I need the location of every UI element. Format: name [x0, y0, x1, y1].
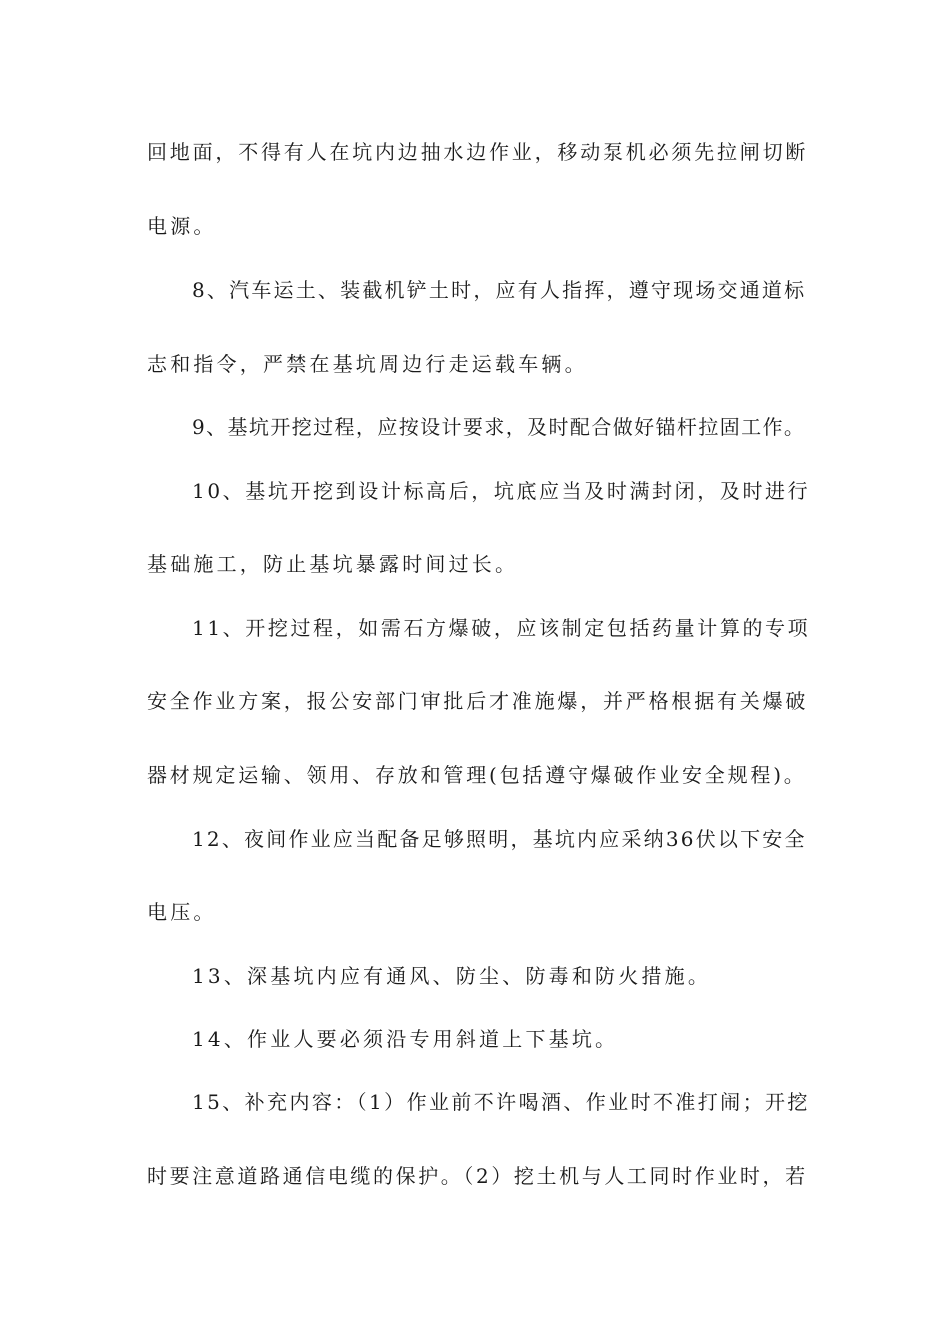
text-line: 基础施工，防止基坑暴露时间过长。 [147, 552, 519, 576]
text-line: 13、深基坑内应有通风、防尘、防毒和防火措施。 [192, 964, 712, 988]
text-line: 时要注意道路通信电缆的保护。（2）挖土机与人工同时作业时，若 [147, 1164, 808, 1188]
text-line: 电压。 [147, 900, 217, 924]
text-line: 电源。 [147, 214, 217, 238]
text-line: 志和指令，严禁在基坑周边行走运载车辆。 [147, 352, 588, 376]
text-line: 15、补充内容：（1）作业前不许喝酒、作业时不准打闹；开挖 [192, 1090, 810, 1114]
text-line: 12、夜间作业应当配备足够照明，基坑内应采纳36伏以下安全 [192, 827, 807, 851]
text-line: 9、基坑开挖过程，应按设计要求，及时配合做好锚杆拉固工作。 [192, 415, 806, 439]
text-line: 器材规定运输、领用、存放和管理(包括遵守爆破作业安全规程)。 [147, 763, 807, 787]
text-line: 10、基坑开挖到设计标高后，坑底应当及时满封闭，及时进行 [192, 479, 811, 503]
text-line: 回地面，不得有人在坑内边抽水边作业，移动泵机必须先拉闸切断 [147, 140, 809, 164]
text-line: 14、作业人要必须沿专用斜道上下基坑。 [192, 1027, 619, 1051]
text-line: 安全作业方案，报公安部门审批后才准施爆，并严格根据有关爆破 [147, 689, 809, 713]
text-line: 11、开挖过程，如需石方爆破，应该制定包括药量计算的专项 [192, 616, 811, 640]
text-line: 8、汽车运土、装截机铲土时，应有人指挥，遵守现场交通道标 [192, 278, 807, 302]
